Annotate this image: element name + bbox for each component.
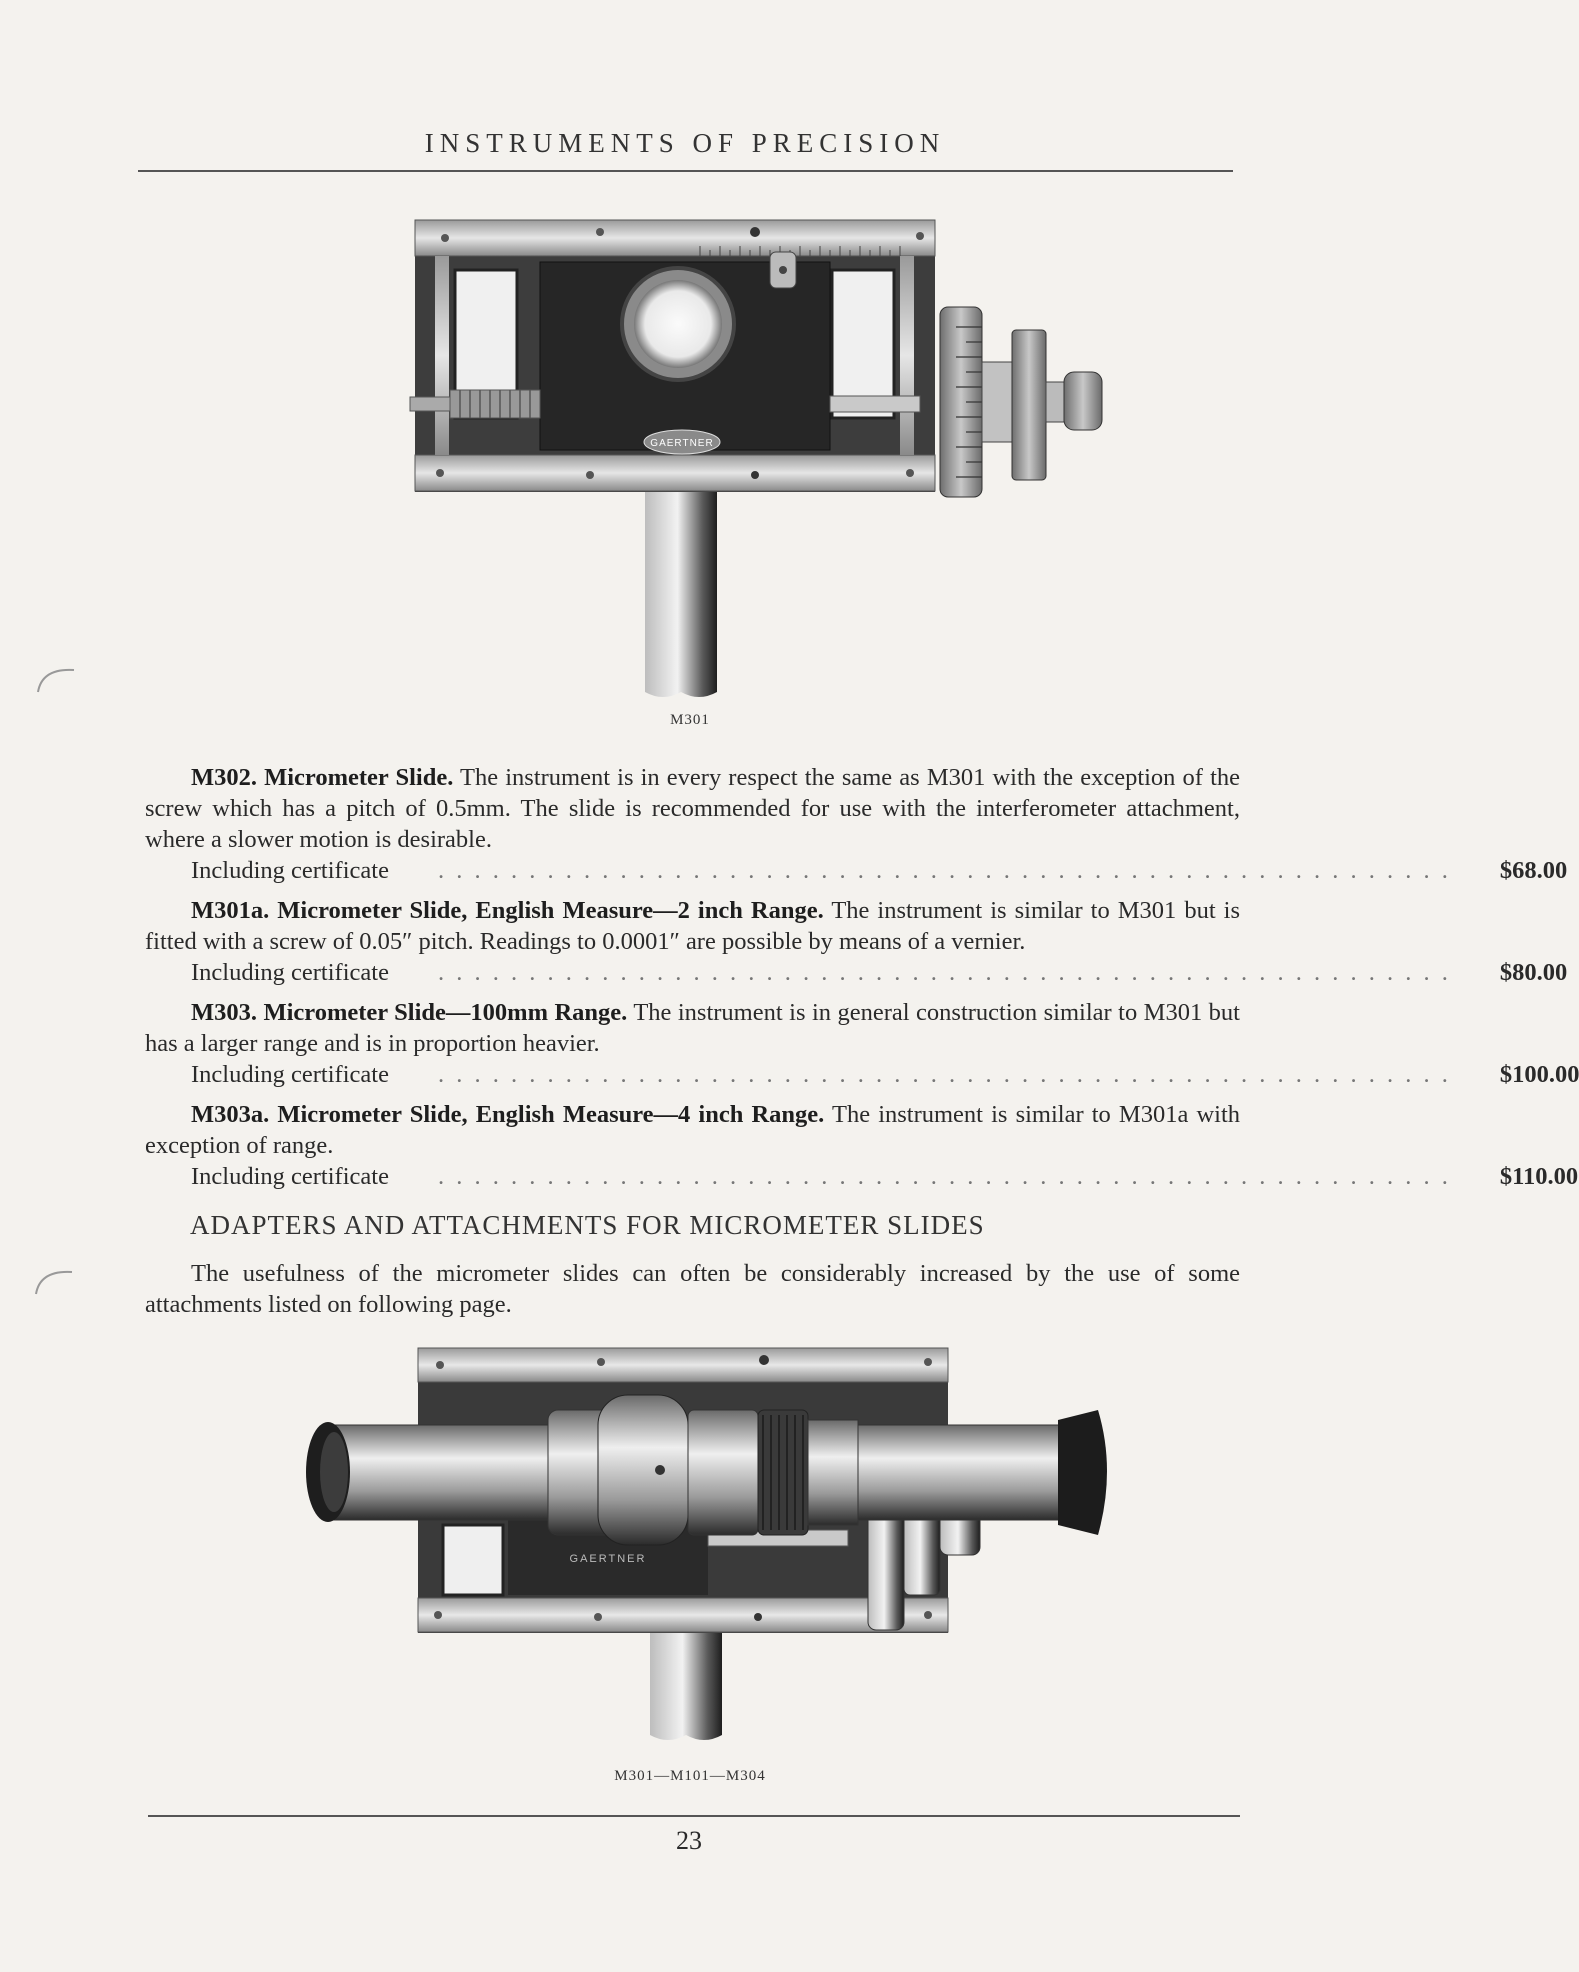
entry-tail: Including certificate <box>191 857 389 884</box>
entry-tail: Including certificate <box>191 1163 389 1190</box>
page-number: 23 <box>676 1826 702 1855</box>
figure-caption: M301—M101—M304 <box>614 1768 766 1784</box>
maker-badge: GAERTNER <box>650 438 714 449</box>
dot-leader: . . . . . . . . . . . . . . . . . . . . . . . . . . . . . . . . . . . . . . . . . . . . . . . . . . . . . . . . <box>437 1163 1451 1190</box>
entry-text: The instrument is similar to M301 but is fitted with a screw of 0.05″ pitch. Readings to 0.0001″ are possible by means of a vernier. <box>145 897 1241 955</box>
price-line <box>145 855 1568 886</box>
entry-title: M303a. Micrometer Slide, English Measure—4 inch Range. <box>191 1101 825 1128</box>
dot-leader: . . . . . . . . . . . . . . . . . . . . . . . . . . . . . . . . . . . . . . . . . . . . . . . . . . . . . . . . <box>437 1061 1451 1088</box>
entry-text: The instrument is in general construction similar to M301 but has a larger range and is in proportion heavier. <box>145 999 1240 1057</box>
entry-title: M301a. Micrometer Slide, English Measure—2 inch Range. <box>191 897 824 924</box>
entry-price: $68.00 <box>1499 857 1568 884</box>
entry-text: The instrument is similar to M301a with exception of range. <box>145 1101 1241 1159</box>
footer-rule <box>148 1815 1240 1817</box>
entry-title: M303. Micrometer Slide—100mm Range. <box>191 999 628 1026</box>
photo-m301-m101-m304 <box>268 1340 1128 1745</box>
dot-leader: . . . . . . . . . . . . . . . . . . . . . . . . . . . . . . . . . . . . . . . . . . . . . . . . . . . . . . . . <box>437 959 1451 986</box>
header-rule <box>138 170 1233 172</box>
photo-m301 <box>400 212 1120 702</box>
running-title: INSTRUMENTS OF PRECISION <box>424 128 946 158</box>
entry-tail: Including certificate <box>191 1061 389 1088</box>
entry-m301a <box>145 895 1568 988</box>
maker-badge: GAERTNER <box>569 1553 647 1565</box>
entry-price: $100.00 <box>1499 1061 1579 1088</box>
price-line <box>145 957 1568 988</box>
price-line <box>145 1059 1579 1090</box>
margin-mark <box>28 1262 78 1302</box>
margin-mark <box>30 660 80 700</box>
entry-title: M302. Micrometer Slide. <box>191 764 454 791</box>
dot-leader: . . . . . . . . . . . . . . . . . . . . . . . . . . . . . . . . . . . . . . . . . . . . . . . . . . . . . . . . <box>437 857 1451 884</box>
product-entries <box>145 762 1579 1201</box>
entry-m302 <box>145 762 1568 886</box>
section-intro: The usefulness of the micrometer slides can often be considerably increased by the use of some attachments listed on following page. <box>145 1260 1240 1318</box>
entry-text: The instrument is in every respect the same as M301 with the exception of the screw which has a pitch of 0.5mm. The slide is recommended for use with the interferometer attachment, where a slower motion is desirable. <box>145 764 1241 853</box>
figure-caption: M301 <box>670 712 710 728</box>
entry-m303 <box>145 997 1579 1090</box>
entry-price: $80.00 <box>1499 959 1568 986</box>
entry-m303a <box>145 1099 1579 1192</box>
section-heading: ADAPTERS AND ATTACHMENTS FOR MICROMETER SLIDES <box>190 1210 985 1240</box>
entry-price: $110.00 <box>1499 1163 1579 1190</box>
price-line <box>145 1161 1579 1192</box>
entry-tail: Including certificate <box>191 959 389 986</box>
